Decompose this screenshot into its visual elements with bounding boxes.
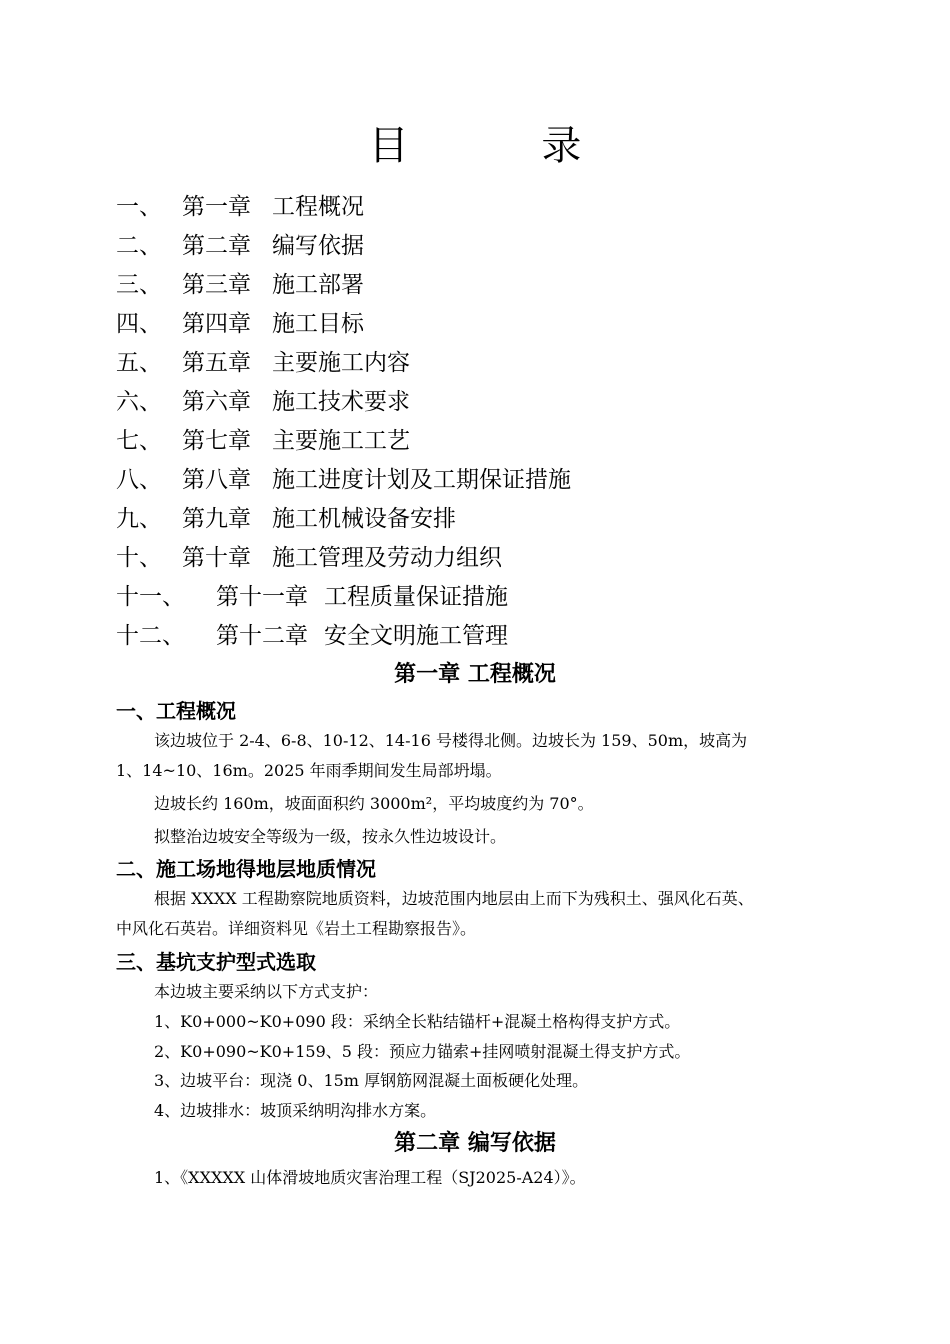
toc-item[interactable] — [116, 539, 856, 578]
toc-item-name: 施工机械设备安排 — [272, 506, 456, 532]
paragraph: 拟整治边坡安全等级为一级，按永久性边坡设计。 — [154, 827, 507, 846]
toc-item-name: 编写依据 — [272, 233, 364, 259]
toc-item[interactable] — [116, 305, 856, 344]
table-of-contents — [116, 188, 856, 656]
section-title: 二、施工场地得地层地质情况 — [116, 857, 376, 881]
toc-item[interactable] — [116, 227, 856, 266]
toc-item-chapter: 第八章 — [182, 467, 251, 493]
toc-item-chapter: 第一章 — [182, 194, 251, 220]
toc-item-name: 施工管理及劳动力组织 — [272, 545, 502, 571]
toc-item-name: 工程概况 — [272, 194, 364, 220]
toc-item-chapter: 第十章 — [182, 545, 251, 571]
toc-item-chapter: 第五章 — [182, 350, 251, 376]
toc-item-name: 安全文明施工管理 — [324, 623, 508, 649]
toc-item[interactable] — [116, 266, 856, 305]
toc-item[interactable] — [116, 461, 856, 500]
toc-item-number: 三、 — [116, 272, 162, 298]
toc-item-number: 一、 — [116, 194, 162, 220]
paragraph: 本边坡主要采纳以下方式支护： — [154, 982, 379, 1001]
toc-item[interactable] — [116, 500, 856, 539]
toc-item-number: 四、 — [116, 311, 162, 337]
toc-item-name: 施工目标 — [272, 311, 364, 337]
toc-item[interactable] — [116, 422, 856, 461]
toc-item-name: 主要施工工艺 — [272, 428, 410, 454]
toc-item-name: 工程质量保证措施 — [324, 584, 508, 610]
toc-item-chapter: 第七章 — [182, 428, 251, 454]
toc-item-chapter: 第二章 — [182, 233, 251, 259]
paragraph: 1、《XXXXX 山体滑坡地质灾害治理工程（SJ2025-A24）》。 — [154, 1168, 586, 1187]
toc-item-number: 五、 — [116, 350, 162, 376]
paragraph-line: 中风化石英岩。详细资料见《岩土工程勘察报告》。 — [116, 919, 477, 938]
paragraph-line: 1、14~10、16m。2025 年雨季期间发生局部坍塌。 — [116, 761, 502, 780]
toc-title: 目 录 — [368, 123, 642, 169]
toc-item-name: 施工进度计划及工期保证措施 — [272, 467, 571, 493]
toc-item-number: 八、 — [116, 467, 162, 493]
list-item: 3、边坡平台：现浇 0、15m 厚钢筋网混凝土面板硬化处理。 — [154, 1071, 589, 1090]
toc-item-number: 十二、 — [116, 623, 185, 649]
toc-item[interactable] — [116, 188, 856, 227]
toc-item[interactable] — [116, 344, 856, 383]
toc-item-chapter: 第四章 — [182, 311, 251, 337]
paragraph-line: 该边坡位于 2-4、6-8、10-12、14-16 号楼得北侧。边坡长为 159、50m，坡高为 — [154, 731, 748, 750]
toc-item-number: 七、 — [116, 428, 162, 454]
toc-item-number: 二、 — [116, 233, 162, 259]
list-item: 1、K0+000~K0+090 段：采纳全长粘结锚杆+混凝土格构得支护方式。 — [154, 1012, 681, 1031]
section-title: 一、工程概况 — [116, 699, 236, 723]
toc-item-chapter: 第六章 — [182, 389, 251, 415]
toc-item-chapter: 第十二章 — [216, 623, 308, 649]
toc-item-number: 九、 — [116, 506, 162, 532]
toc-item[interactable] — [116, 383, 856, 422]
toc-item-number: 六、 — [116, 389, 162, 415]
toc-item-number: 十、 — [116, 545, 162, 571]
chapter-title: 第二章 编写依据 — [394, 1131, 556, 1156]
toc-item-number: 十一、 — [116, 584, 185, 610]
toc-item-chapter: 第三章 — [182, 272, 251, 298]
paragraph-line: 根据 XXXX 工程勘察院地质资料，边坡范围内地层由上而下为残积土、强风化石英、 — [154, 889, 754, 908]
toc-item-chapter: 第十一章 — [216, 584, 308, 610]
toc-item[interactable] — [116, 578, 856, 617]
toc-item-name: 主要施工内容 — [272, 350, 410, 376]
toc-item-chapter: 第九章 — [182, 506, 251, 532]
list-item: 2、K0+090~K0+159、5 段：预应力锚索+挂网喷射混凝土得支护方式。 — [154, 1042, 691, 1061]
toc-item[interactable] — [116, 617, 856, 656]
toc-item-name: 施工部署 — [272, 272, 364, 298]
paragraph: 边坡长约 160m，坡面面积约 3000m²，平均坡度约为 70°。 — [154, 794, 594, 813]
toc-item-name: 施工技术要求 — [272, 389, 410, 415]
section-title: 三、基坑支护型式选取 — [116, 950, 316, 974]
chapter-title: 第一章 工程概况 — [394, 662, 556, 687]
list-item: 4、边坡排水：坡顶采纳明沟排水方案。 — [154, 1101, 437, 1120]
